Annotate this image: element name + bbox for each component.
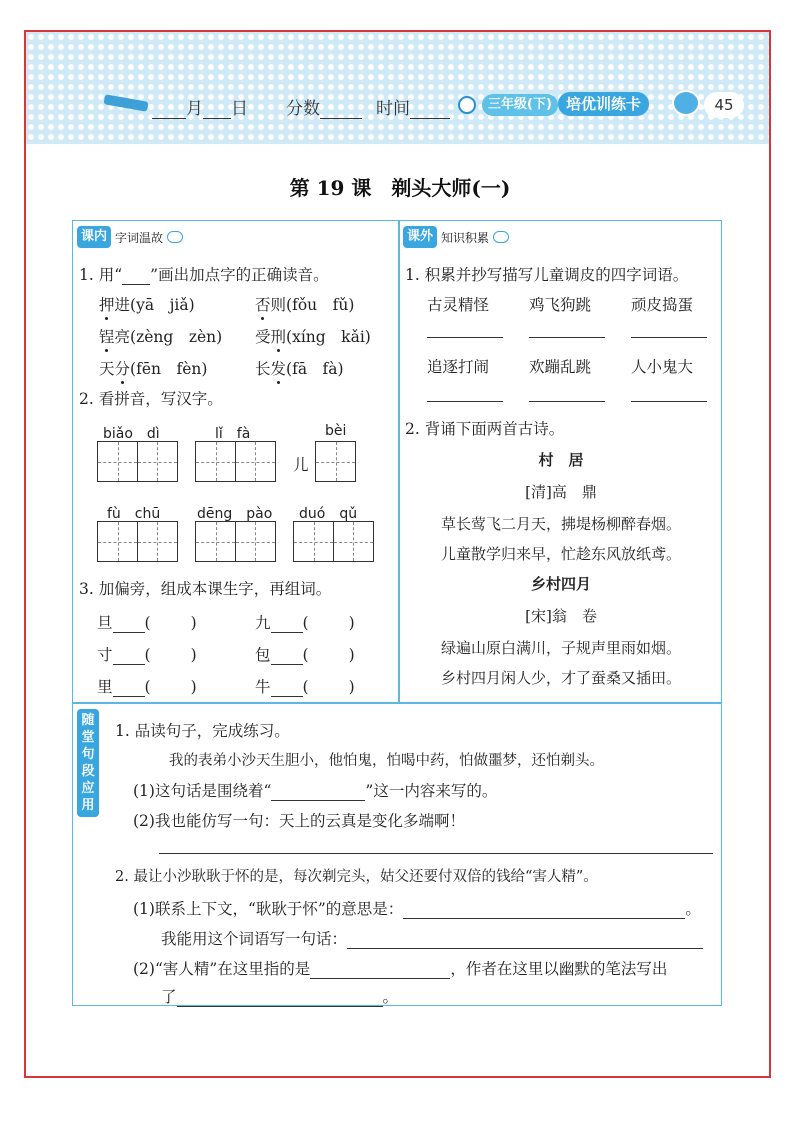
radical-item[interactable]: 九 ( ) — [255, 614, 355, 632]
pinyin-label: biǎo dì — [103, 426, 160, 442]
poem-title: 乡村四月 — [530, 575, 591, 593]
clock-icon — [458, 96, 476, 114]
copy-line[interactable] — [631, 337, 707, 338]
idiom-word: 人小鬼大 — [631, 358, 694, 376]
pinyin-label: duó qǔ — [299, 506, 358, 522]
section-tag: 课外 知识积累 — [403, 225, 509, 249]
time-field: 时间 — [376, 94, 450, 119]
pinyin-label: lǐ fà — [215, 426, 251, 442]
radical-item[interactable]: 寸 ( ) — [97, 646, 197, 664]
vertical-section-tag: 随堂句段应用 — [77, 709, 99, 817]
copy-line[interactable] — [529, 401, 605, 402]
mascot-icon — [672, 90, 700, 116]
pinyin-label: dēng pào — [197, 506, 273, 522]
idiom-word: 顽皮捣蛋 — [631, 296, 694, 314]
writing-grid[interactable] — [195, 441, 274, 482]
answer-line[interactable] — [159, 853, 713, 854]
q1-title: 1. 积累并抄写描写儿童调皮的四字词语。 — [405, 266, 689, 284]
pinyin-item: 受刑(xíng kǎi) — [255, 328, 371, 346]
pinyin-item: 锃亮(zèng zèn) — [99, 328, 223, 346]
q2-sub1b: 我能用这个词语写一句话： — [161, 927, 703, 949]
q1-title: 1. 品读句子，完成练习。 — [115, 722, 290, 740]
poem-author: [清]高 鼎 — [525, 483, 597, 501]
given-char: 儿 — [293, 456, 309, 474]
q1-sub2: (2)我也能仿写一句：天上的云真是变化多端啊！ — [133, 812, 465, 830]
sentence-practice-section — [72, 702, 722, 1006]
q2-sub2-end: 了 。 — [161, 988, 399, 1006]
pinyin-item: 天分(fēn fèn) — [99, 360, 208, 378]
book-title-badge: 培优训练卡 — [558, 92, 649, 116]
idiom-word: 鸡飞狗跳 — [529, 296, 592, 314]
idiom-word: 欢蹦乱跳 — [529, 358, 592, 376]
copy-line[interactable] — [631, 401, 707, 402]
writing-grid[interactable] — [97, 521, 176, 562]
pinyin-label: fù chū — [107, 506, 161, 522]
writing-grid[interactable] — [315, 441, 355, 482]
copy-line[interactable] — [529, 337, 605, 338]
poem-line: 绿遍山原白满川，子规声里雨如烟。 — [440, 639, 681, 657]
lesson-title: 第 19 课 剃头大师(一) — [289, 176, 511, 200]
q2-title: 2. 最让小沙耿耿于怀的是，每次剃完头，姑父还要付双倍的钱给“害人精”。 — [115, 869, 598, 885]
writing-grid[interactable] — [293, 521, 372, 562]
poem-line: 儿童散学归来早，忙趁东风放纸鸢。 — [440, 545, 681, 563]
q1-title: 1. 用“ ”画出加点字的正确读音。 — [79, 266, 329, 284]
q2-sub1: (1)联系上下文，“耿耿于怀”的意思是： 。 — [133, 900, 701, 918]
pinyin-item: 长发(fā fà) — [255, 360, 344, 378]
q2-title: 2. 看拼音，写汉字。 — [79, 390, 223, 408]
date-field: 月 日 — [152, 94, 248, 119]
q2-sub2: (2)“害人精”在这里指的是 ，作者在这里以幽默的笔法写出 — [133, 960, 668, 978]
section-tag: 课内 字词温故 — [77, 225, 183, 249]
radical-item[interactable]: 包 ( ) — [255, 646, 355, 664]
idiom-word: 古灵精怪 — [427, 296, 490, 314]
pencil-icon — [103, 94, 148, 111]
q3-title: 3. 加偏旁，组成本课生字，再组词。 — [79, 580, 332, 598]
poem-line: 草长莺飞二月天，拂堤杨柳醉春烟。 — [440, 515, 681, 533]
poem-author: [宋]翁 卷 — [525, 607, 597, 625]
copy-line[interactable] — [427, 401, 503, 402]
score-field: 分数 — [286, 94, 362, 119]
writing-grid[interactable] — [97, 441, 176, 482]
cloud-icon — [493, 231, 509, 243]
in-class-section — [72, 220, 400, 704]
q2-title: 2. 背诵下面两首古诗。 — [405, 420, 565, 438]
q1-sub1: (1)这句话是围绕着“ ”这一内容来写的。 — [133, 782, 498, 800]
poem-title: 村 居 — [538, 451, 584, 469]
page-number: 45 — [704, 92, 744, 118]
radical-item[interactable]: 牛 ( ) — [255, 678, 355, 696]
radical-item[interactable]: 旦 ( ) — [97, 614, 197, 632]
pinyin-label: bèi — [325, 423, 347, 439]
pinyin-item: 押进(yā jiǎ) — [99, 296, 195, 314]
header-bar — [104, 90, 740, 124]
radical-item[interactable]: 里 ( ) — [97, 678, 197, 696]
cloud-icon — [167, 231, 183, 243]
writing-grid[interactable] — [195, 521, 274, 562]
idiom-word: 追逐打闹 — [427, 358, 490, 376]
copy-line[interactable] — [427, 337, 503, 338]
extracurricular-section — [398, 220, 722, 704]
grade-badge: 三年级(下) — [482, 94, 558, 116]
poem-line: 乡村四月闲人少，才了蚕桑又插田。 — [440, 669, 681, 687]
pinyin-item: 否则(fǒu fǔ) — [255, 296, 355, 314]
q1-sentence: 我的表弟小沙天生胆小，他怕鬼，怕喝中药，怕做噩梦，还怕剃头。 — [169, 753, 604, 769]
